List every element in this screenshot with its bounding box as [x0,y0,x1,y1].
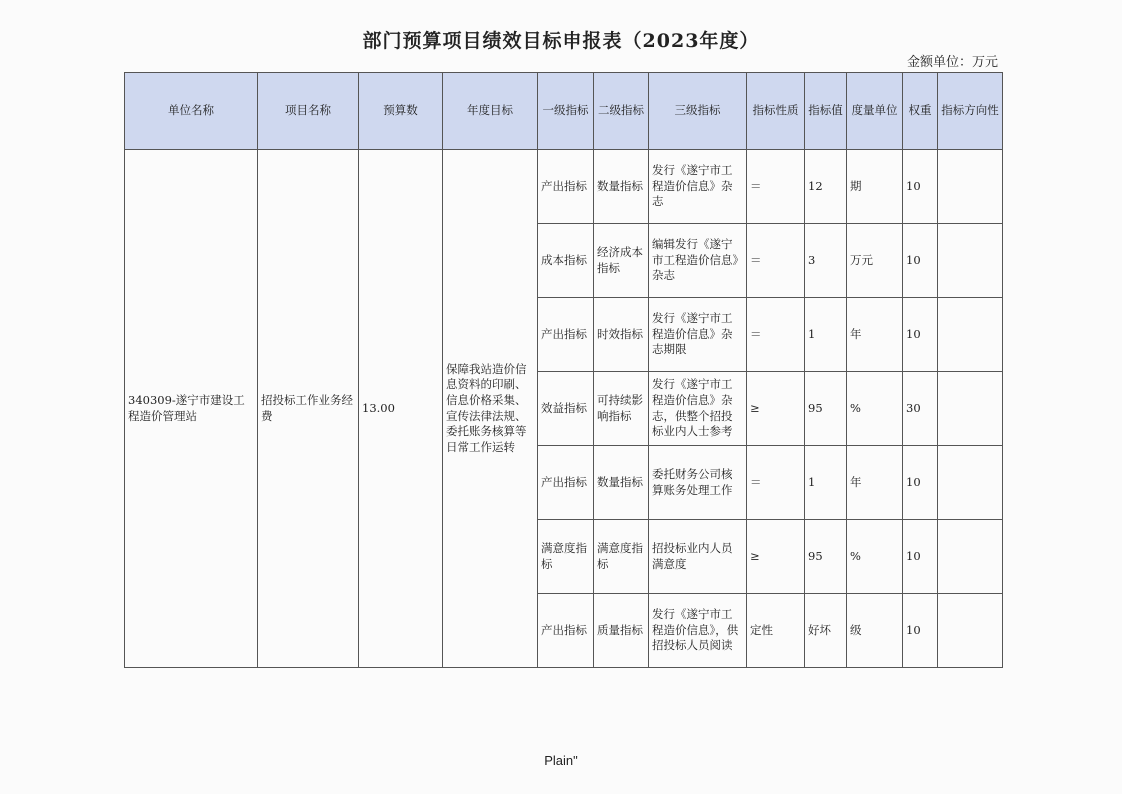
weight-cell: 10 [903,446,938,520]
level2-indicator-cell: 数量指标 [594,150,649,224]
table-header-row [125,73,1003,150]
indicator-nature-cell: ＝ [747,298,805,372]
header-cell: 指标性质 [747,73,805,150]
page-title: 部门预算项目绩效目标申报表（2023年度） [362,30,760,52]
indicator-nature-cell: ≥ [747,520,805,594]
measure-unit-cell: % [847,372,903,446]
header-cell: 指标值 [805,73,847,150]
level2-indicator-cell: 可持续影响指标 [594,372,649,446]
indicator-value-cell: 3 [805,224,847,298]
unit-name-cell: 340309-遂宁市建设工程造价管理站 [125,150,258,668]
header-cell: 二级指标 [594,73,649,150]
indicator-value-cell: 95 [805,520,847,594]
direction-cell [938,446,1003,520]
measure-unit-cell: 万元 [847,224,903,298]
weight-cell: 10 [903,594,938,668]
level2-indicator-cell: 满意度指标 [594,520,649,594]
weight-cell: 10 [903,520,938,594]
indicator-nature-cell: ≥ [747,372,805,446]
measure-unit-cell: 级 [847,594,903,668]
level3-indicator-cell: 发行《遂宁市工程造价信息》，供招投标人员阅读 [649,594,747,668]
measure-unit-cell: % [847,520,903,594]
project-name-cell: 招投标工作业务经费 [258,150,359,668]
indicator-nature-cell: ＝ [747,150,805,224]
level2-indicator-cell: 经济成本指标 [594,224,649,298]
level1-indicator-cell: 满意度指标 [538,520,594,594]
indicator-nature-cell: 定性 [747,594,805,668]
header-cell: 指标方向性 [938,73,1003,150]
indicator-value-cell: 1 [805,298,847,372]
budget-cell: 13.00 [359,150,443,668]
level1-indicator-cell: 效益指标 [538,372,594,446]
header-cell: 一级指标 [538,73,594,150]
direction-cell [938,224,1003,298]
header-cell: 年度目标 [443,73,538,150]
level1-indicator-cell: 成本指标 [538,224,594,298]
measure-unit-cell: 年 [847,298,903,372]
direction-cell [938,298,1003,372]
level1-indicator-cell: 产出指标 [538,150,594,224]
annual-goal-cell: 保障我站造价信息资料的印刷、信息价格采集、宣传法律法规、委托账务核算等日常工作运转 [443,150,538,668]
weight-cell: 10 [903,298,938,372]
measure-unit-cell: 年 [847,446,903,520]
indicator-value-cell: 好坏 [805,594,847,668]
indicator-nature-cell: ＝ [747,224,805,298]
level1-indicator-cell: 产出指标 [538,298,594,372]
indicator-nature-cell: ＝ [747,446,805,520]
level1-indicator-cell: 产出指标 [538,594,594,668]
level3-indicator-cell: 发行《遂宁市工程造价信息》杂志，供整个招投标业内人士参考 [649,372,747,446]
level3-indicator-cell: 发行《遂宁市工程造价信息》杂志期限 [649,298,747,372]
indicator-value-cell: 1 [805,446,847,520]
level2-indicator-cell: 时效指标 [594,298,649,372]
weight-cell: 10 [903,224,938,298]
weight-cell: 10 [903,150,938,224]
level3-indicator-cell: 委托财务公司核算账务处理工作 [649,446,747,520]
level3-indicator-cell: 发行《遂宁市工程造价信息》杂志 [649,150,747,224]
header-cell: 单位名称 [125,73,258,150]
level2-indicator-cell: 数量指标 [594,446,649,520]
level3-indicator-cell: 编辑发行《遂宁市工程造价信息》杂志 [649,224,747,298]
measure-unit-cell: 期 [847,150,903,224]
weight-cell: 30 [903,372,938,446]
header-cell: 权重 [903,73,938,150]
header-cell: 预算数 [359,73,443,150]
direction-cell [938,150,1003,224]
indicator-value-cell: 95 [805,372,847,446]
level2-indicator-cell: 质量指标 [594,594,649,668]
indicator-value-cell: 12 [805,150,847,224]
header-cell: 项目名称 [258,73,359,150]
header-cell: 度量单位 [847,73,903,150]
amount-unit-note: 金额单位：万元 [906,55,998,70]
level3-indicator-cell: 招投标业内人员满意度 [649,520,747,594]
table-row [125,150,1003,224]
performance-target-table [124,72,1003,668]
direction-cell [938,520,1003,594]
direction-cell [938,372,1003,446]
level1-indicator-cell: 产出指标 [538,446,594,520]
footer-text: Plain" [544,753,578,768]
header-cell: 三级指标 [649,73,747,150]
direction-cell [938,594,1003,668]
